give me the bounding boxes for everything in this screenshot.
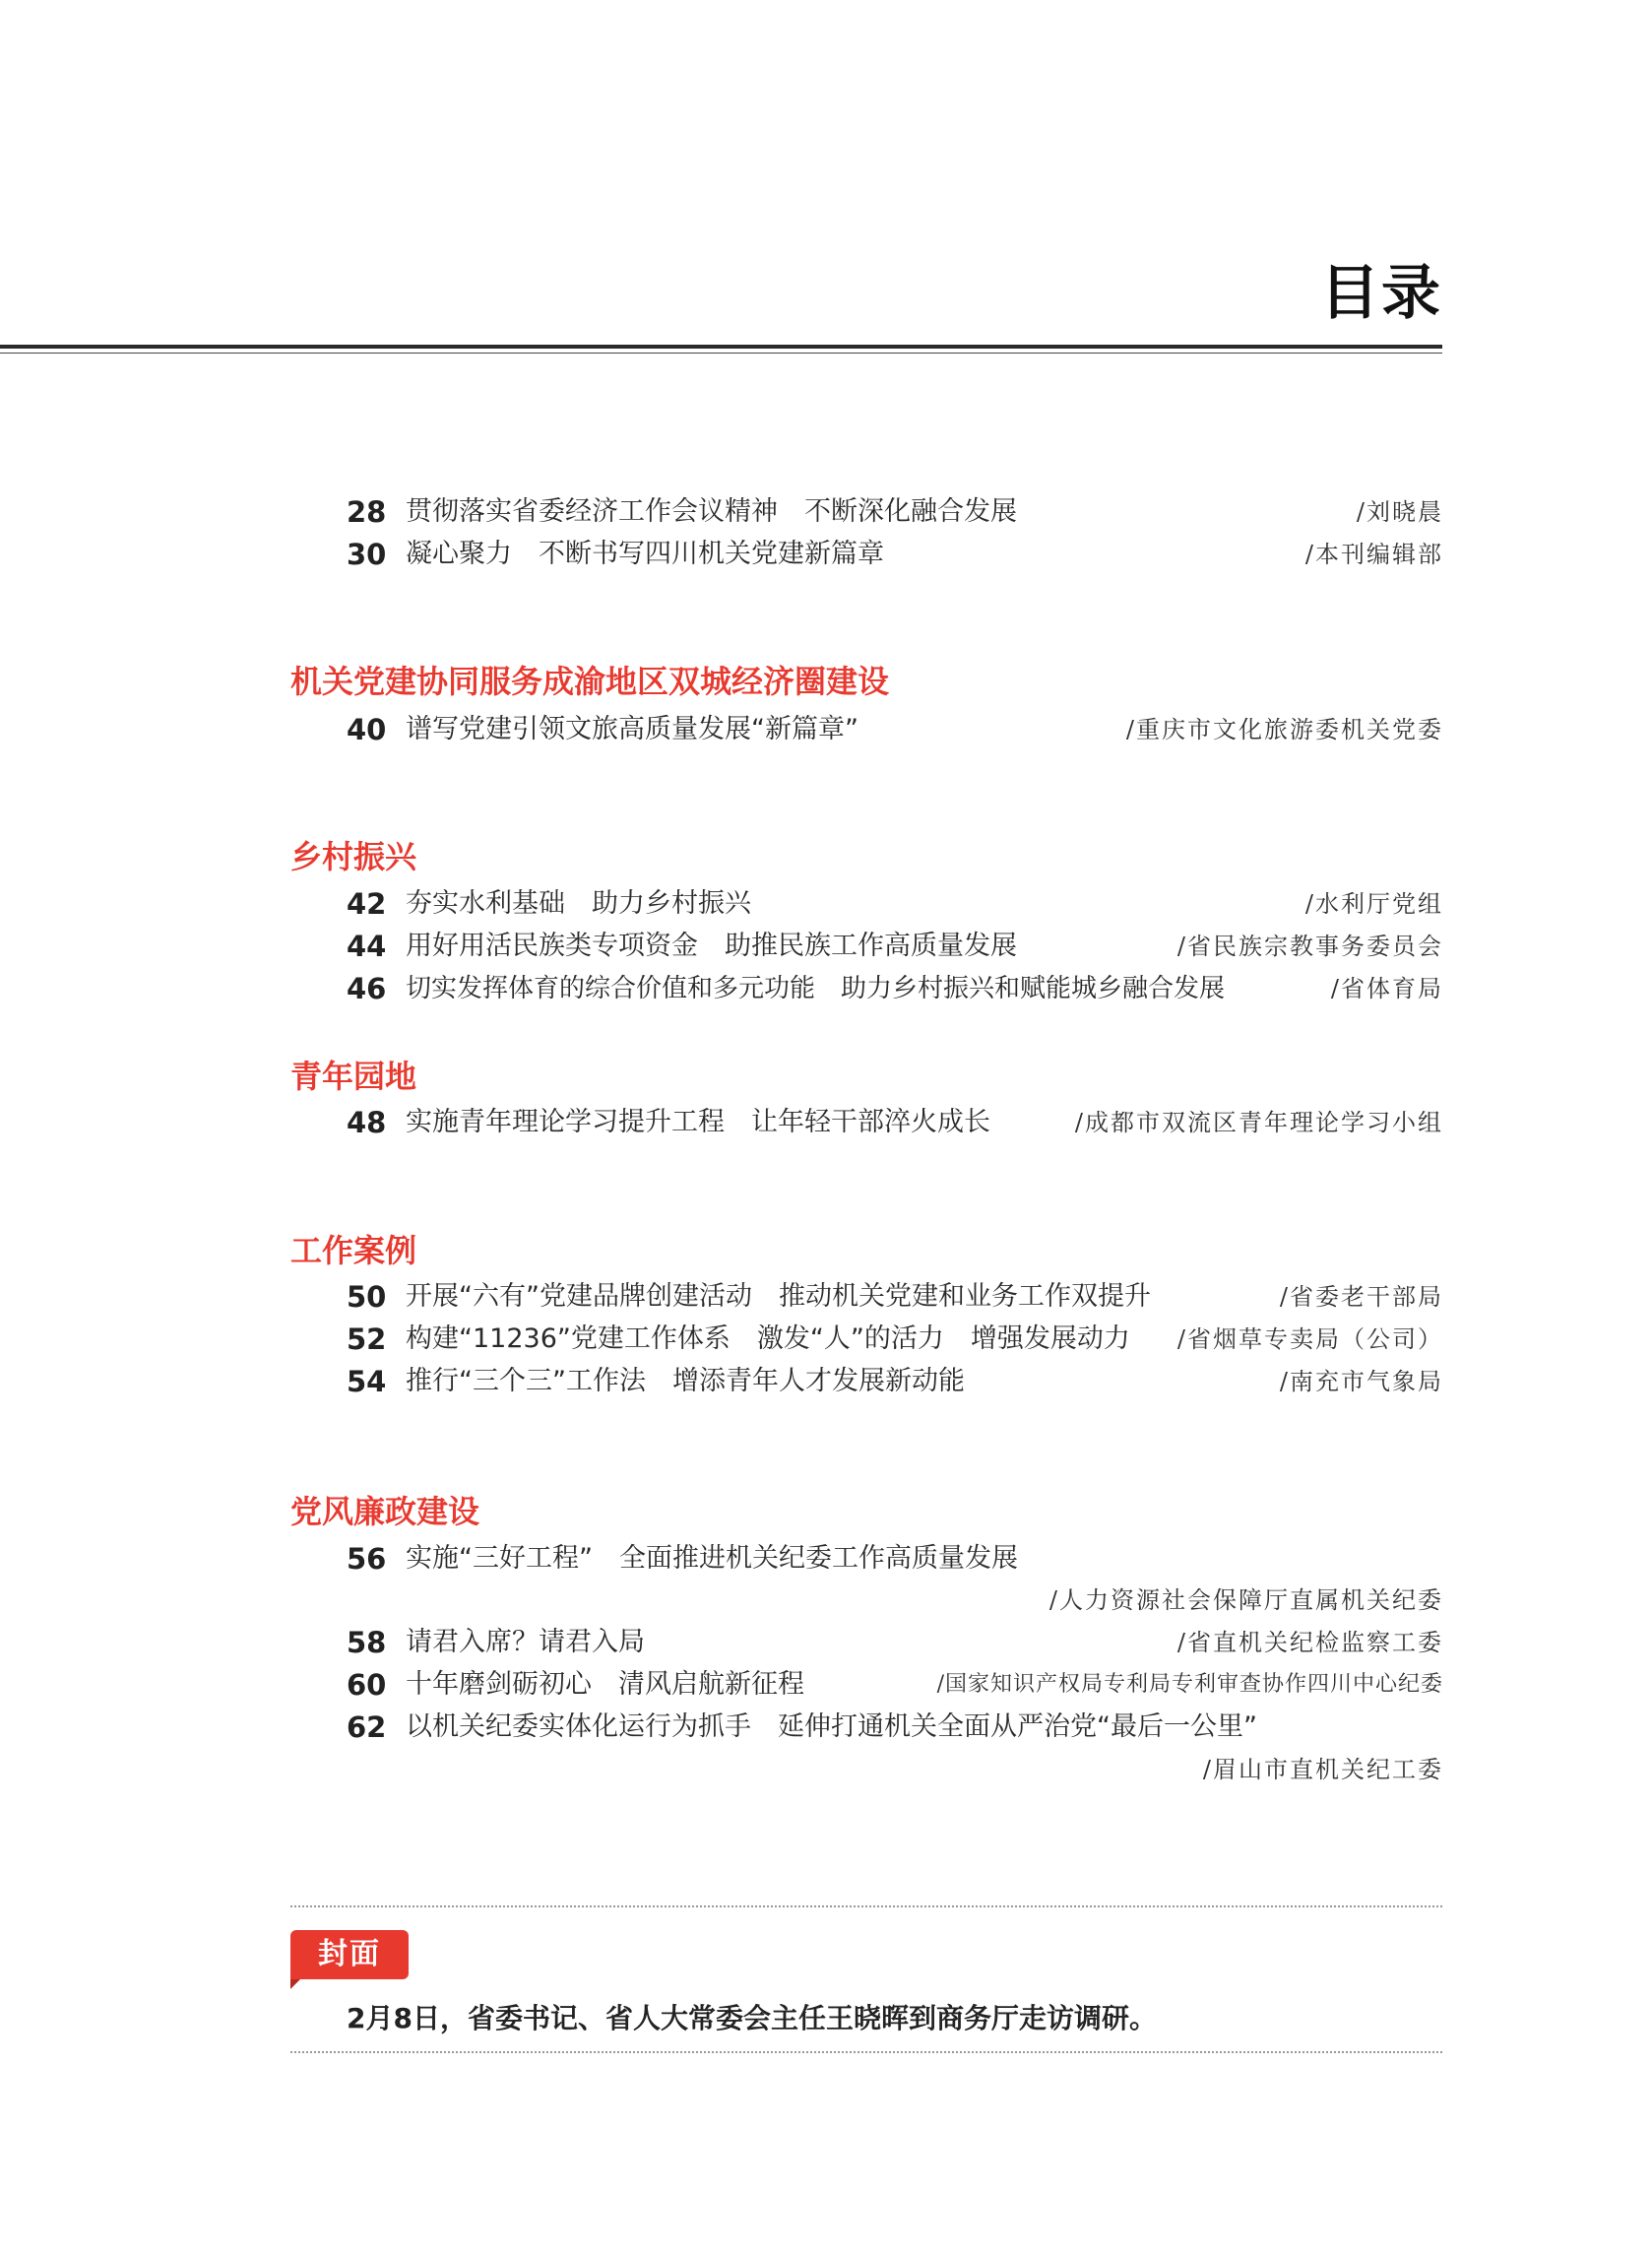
entry-author-row [0,1750,1652,1789]
cover-divider-top [290,1905,1442,1907]
toc-entry[interactable] [0,710,1652,749]
toc-entry[interactable] [0,1623,1652,1662]
cover-tab-tail [290,1979,300,1989]
entry-page: 40 [347,713,387,746]
header-rule-thick [0,345,1442,349]
section-heading: 机关党建协同服务成渝地区双城经济圈建设 [290,663,890,700]
entry-author: /南充市气象局 [1279,1368,1443,1395]
entry-page: 28 [347,495,387,529]
entry-page: 30 [347,538,387,571]
entry-author-row [0,1580,1652,1620]
toc-entry[interactable] [0,969,1652,1008]
entry-title: 贯彻落实省委经济工作会议精神 不断深化融合发展 [406,496,1017,527]
entry-title: 开展“六有”党建品牌创建活动 推动机关党建和业务工作双提升 [406,1281,1151,1312]
entry-page: 54 [347,1365,387,1398]
entry-title: 以机关纪委实体化运行为抓手 延伸打通机关全面从严治党“最后一公里” [406,1711,1257,1742]
toc-entry[interactable] [0,535,1652,574]
toc-entry[interactable] [0,1708,1652,1747]
section-heading: 乡村振兴 [290,838,417,875]
entry-page: 60 [347,1668,387,1702]
entry-author: /人力资源社会保障厅直属机关纪委 [1048,1586,1443,1614]
section-heading: 党风廉政建设 [290,1493,480,1530]
entry-page: 52 [347,1322,387,1356]
entry-page: 44 [347,930,387,963]
cover-tab: 封面 [290,1930,409,1979]
entry-author: /眉山市直机关纪工委 [1202,1756,1443,1783]
page-title: 目录 [1320,259,1442,328]
entry-title: 十年磨剑砺初心 清风启航新征程 [406,1669,804,1700]
entry-author: /刘晓晨 [1356,498,1443,526]
entry-title: 夯实水利基础 助力乡村振兴 [406,888,751,919]
toc-entry[interactable] [0,492,1652,532]
entry-author: /水利厅党组 [1304,890,1443,918]
entry-title: 切实发挥体育的综合价值和多元功能 助力乡村振兴和赋能城乡融合发展 [406,974,1226,1003]
entry-page: 58 [347,1626,387,1659]
entry-title: 推行“三个三”工作法 增添青年人才发展新动能 [406,1366,965,1396]
toc-entry[interactable] [0,927,1652,966]
section-heading: 工作案例 [290,1232,417,1269]
entry-page: 42 [347,887,387,921]
entry-author: /省直机关纪检监察工委 [1176,1629,1443,1656]
entry-author: /本刊编辑部 [1304,541,1443,568]
entry-page: 46 [347,972,387,1005]
toc-entry[interactable] [0,884,1652,924]
toc-entry[interactable] [0,1103,1652,1142]
section-heading: 青年园地 [290,1058,417,1095]
entry-title: 构建“11236”党建工作体系 激发“人”的活力 增强发展动力 [406,1323,1130,1354]
entry-author: /省委老干部局 [1279,1283,1443,1311]
cover-divider-bottom [290,2051,1442,2053]
entry-title: 用好用活民族类专项资金 助推民族工作高质量发展 [406,931,1017,961]
entry-page: 56 [347,1542,387,1576]
cover-caption: 2月8日，省委书记、省人大常委会主任王晓晖到商务厅走访调研。 [347,2002,1157,2034]
entry-title: 请君入席？请君入局 [406,1627,645,1657]
entry-page: 62 [347,1710,387,1744]
entry-title: 谱写党建引领文旅高质量发展“新篇章” [406,714,858,744]
entry-page: 48 [347,1106,387,1139]
entry-title: 实施“三好工程” 全面推进机关纪委工作高质量发展 [406,1543,1018,1574]
toc-entry[interactable] [0,1277,1652,1317]
entry-author: /成都市双流区青年理论学习小组 [1074,1109,1443,1136]
entry-author: /国家知识产权局专利局专利审查协作四川中心纪委 [936,1672,1443,1697]
entry-author: /省民族宗教事务委员会 [1176,933,1443,960]
entry-page: 50 [347,1280,387,1314]
entry-author: /重庆市文化旅游委机关党委 [1125,716,1443,743]
toc-entry[interactable] [0,1665,1652,1705]
entry-title: 实施青年理论学习提升工程 让年轻干部淬火成长 [406,1107,990,1137]
toc-entry[interactable] [0,1362,1652,1401]
entry-author: /省体育局 [1330,975,1443,1002]
toc-entry[interactable] [0,1539,1652,1579]
toc-entry[interactable] [0,1320,1652,1359]
header-rule-thin [0,353,1442,354]
entry-title: 凝心聚力 不断书写四川机关党建新篇章 [406,539,884,569]
entry-author: /省烟草专卖局（公司） [1176,1325,1443,1353]
